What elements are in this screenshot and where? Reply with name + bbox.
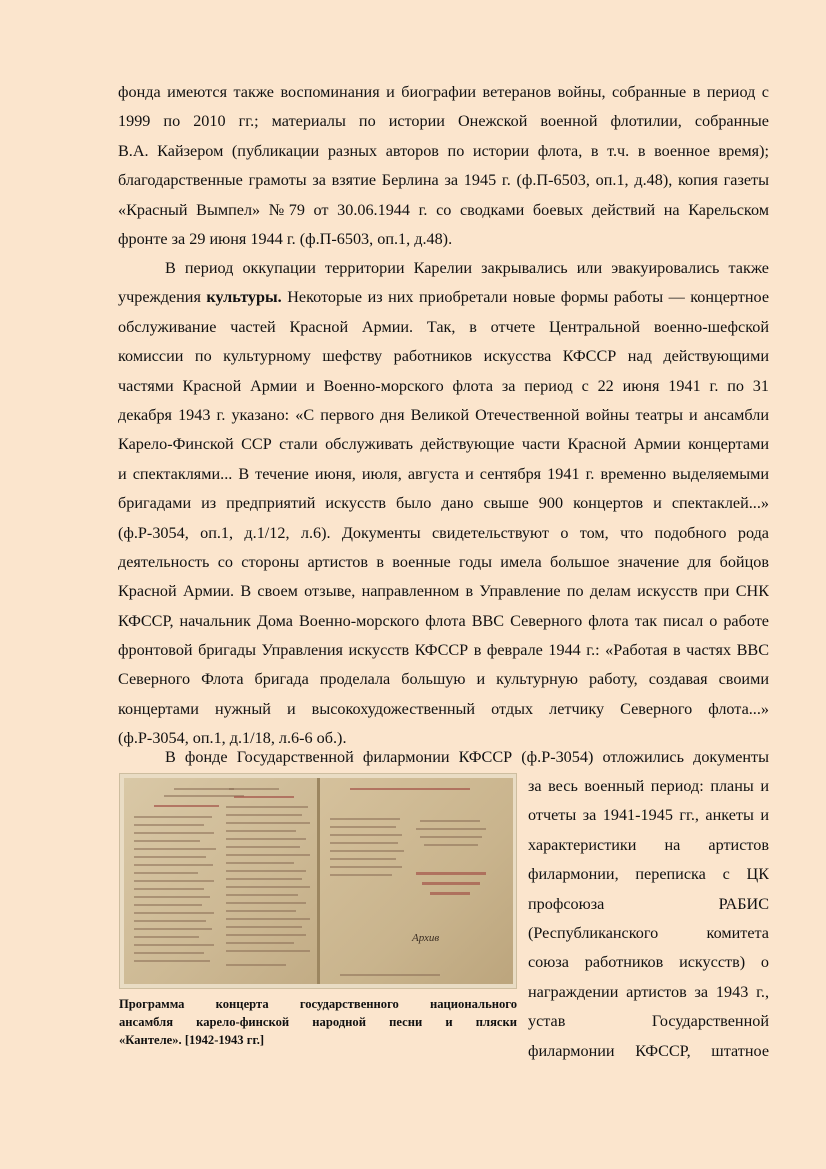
text-line: устав Государственной	[528, 1012, 769, 1031]
figure-caption	[119, 995, 517, 1049]
text-run: учреждения	[118, 288, 207, 307]
bold-term-culture: культуры.	[206, 288, 282, 307]
text-line: Северного Флота бригада проделала большую и культурную работу, создавая своими	[118, 670, 769, 689]
text-line: фонда имеются также воспоминания и биографии ветеранов войны, собранные в период с	[118, 83, 769, 101]
text-line: характеристики на артистов	[528, 835, 769, 854]
text-line: «Красный Вымпел» №79 от 30.06.1944 г. со сводками боевых действий на Карельском	[118, 200, 769, 219]
text-line: (Республиканского комитета	[528, 923, 769, 942]
text-line: комиссии по культурному шефству работников искусства КФССР над действующими	[118, 347, 769, 366]
text-line: В.А. Кайзером (публикации разных авторов по истории флота, в т.ч. в военное время);	[118, 141, 769, 160]
text-line: Карело-Финской ССР стали обслуживать действующие части Красной Армии концертами	[118, 435, 769, 454]
text-line: обслуживание частей Красной Армии. Так, в отчете Центральной военно-шефской	[118, 317, 769, 336]
text-line: и спектаклями... В течение июня, июля, августа и сентября 1941 г. временно выделяемыми	[118, 464, 769, 483]
text-line: (ф.Р-3054, оп.1, д.1/18, л.6-6 об.).	[118, 729, 347, 748]
text-line: отчеты за 1941-1945 гг., анкеты и	[528, 806, 769, 825]
text-line: награждении артистов за 1943 г.,	[528, 982, 769, 1001]
text-line: В фонде Государственной филармонии КФССР (ф.Р-3054) отложились документы	[165, 748, 769, 766]
text-line: благодарственные грамоты за взятие Берлина за 1945 г. (ф.П-6503, оп.1, д.48), копия газеты	[118, 171, 769, 190]
text-line: фронте за 29 июня 1944 г. (ф.П-6503, оп.1, д.48).	[118, 229, 453, 248]
text-line: филармонии КФССР, штатное	[528, 1041, 769, 1060]
program-left-page	[124, 778, 318, 984]
paragraph-culture	[118, 254, 769, 754]
caption-line: Программа концерта государственного национального	[119, 997, 517, 1011]
archive-stamp-logo: Архив	[412, 932, 440, 944]
text-run: Некоторые из них приобретали новые формы работы — концертное	[281, 288, 769, 307]
text-line: деятельность со стороны артистов в военные годы имела большое значение для бойцов	[118, 552, 769, 571]
text-line: В период оккупации территории Карелии закрывались или эвакуировались также	[165, 259, 769, 277]
paragraph-philharmonic-wrapped	[528, 772, 769, 1066]
text-line: концертами нужный и высокохудожественный отдых летчику Северного флота...»	[118, 699, 769, 718]
text-line: 1999 по 2010 гг.; материалы по истории Онежской военной флотилии, собранные	[118, 112, 769, 131]
concert-program-photo	[119, 773, 517, 989]
text-line: частями Красной Армии и Военно-морского флота за период с 22 июня 1941 г. по 31	[118, 376, 769, 395]
text-line: за весь военный период: планы и	[528, 777, 769, 795]
text-line: профсоюза РАБИС	[528, 894, 769, 913]
text-line: Красной Армии. В своем отзыве, направленном в Управление по делам искусств при СНК	[118, 582, 769, 601]
text-line: филармонии, переписка с ЦК	[528, 865, 769, 884]
text-line: бригадами из предприятий искусств было дано свыше 900 концертов и спектаклей...»	[118, 494, 769, 513]
text-line-with-bold	[118, 283, 769, 312]
caption-line: ансамбля карело-финской народной песни и пляски	[119, 1015, 517, 1029]
paragraph-philharmonic-intro	[118, 743, 769, 772]
paragraph-archive-materials	[118, 78, 769, 254]
text-line: союза работников искусств) о	[528, 953, 769, 972]
text-line: (ф.Р-3054, оп.1, д.1/12, л.6). Документы свидетельствуют о том, что подобного рода	[118, 523, 769, 542]
caption-line: «Кантеле». [1942-1943 гг.]	[119, 1033, 265, 1047]
text-line: декабря 1943 г. указано: «С первого дня Великой Отечественной войны театры и ансамбли	[118, 405, 769, 424]
text-line: фронтовой бригады Управления искусств КФССР в феврале 1944 г.: «Работая в частях ВВС	[118, 641, 769, 660]
text-line: КФССР, начальник Дома Военно-морского флота ВВС Северного флота так писал о работе	[118, 611, 769, 630]
